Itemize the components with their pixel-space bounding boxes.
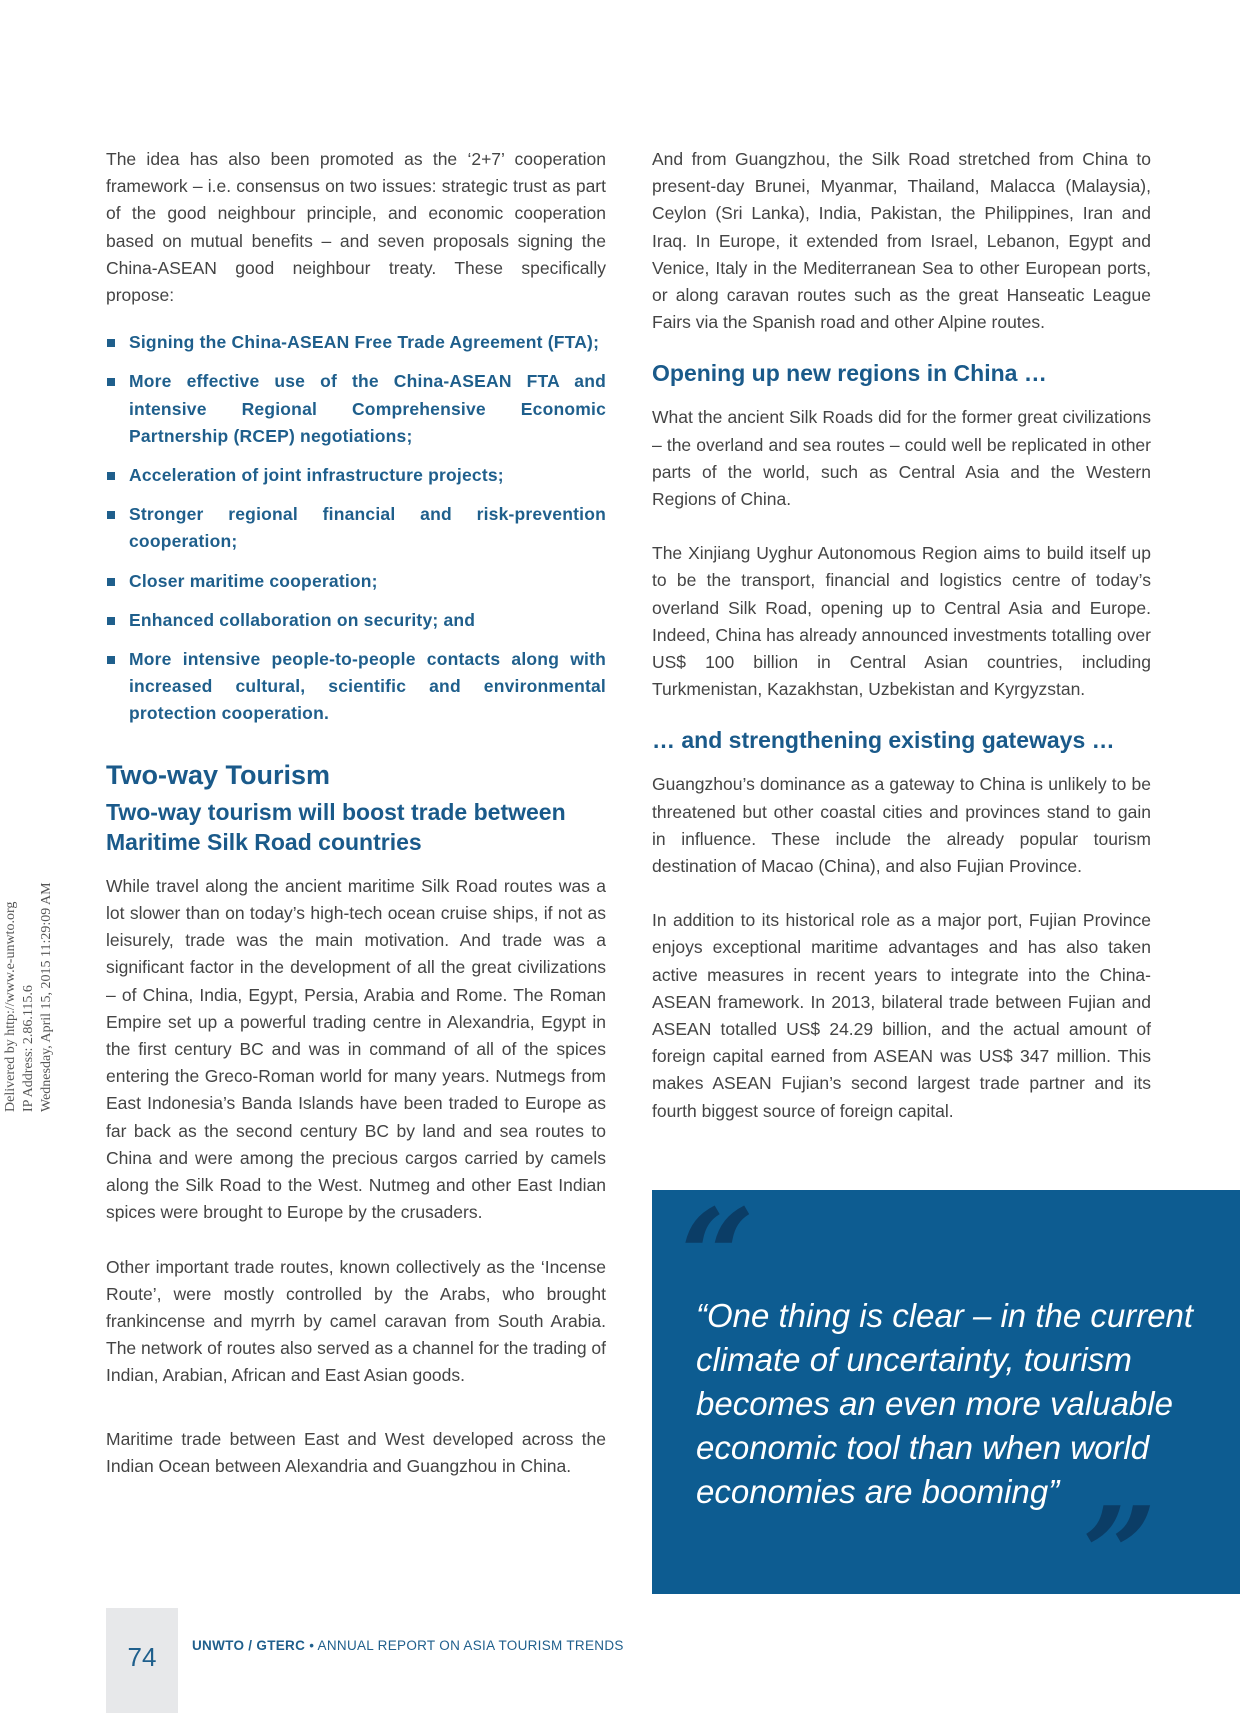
body-paragraph: Other important trade routes, known collectively as the ‘Incense Route’, were mostly controlled by the Arabs, who brought frankincense and myrrh by camel caravan from South Arabia. The network of routes also served as a channel for the trading of Indian, Arabian, African and East Asian goods. [106,1256,607,1386]
body-paragraph: Guangzhou’s dominance as a gateway to China is unlikely to be threatened but other coastal cities and provinces stand to gain in influence. These include the already popular tourism destination of Macao (China), and also Fujian Province. [652,774,1151,877]
body-paragraph: And from Guangzhou, the Silk Road stretched from China to present-day Brunei, Myanmar, Thailand, Malacca (Malaysia), Ceylon (Sri Lanka), India, Pakistan, the Philippines, Iran and Iraq. In Europe, it extended from Israel, Lebanon, Egypt and Venice, Italy in the Mediterranean Sea to other European ports, or along caravan routes such as the great Hanseatic League Fairs via the Spanish road and other Alpine routes. [652,149,1151,333]
list-item: Signing the China-ASEAN Free Trade Agreement (FTA); [106,329,606,356]
bullet-square-icon [107,472,115,480]
left-column [106,146,606,1480]
body-paragraph: While travel along the ancient maritime Silk Road routes was a lot slower than on today’s high-tech ocean cruise ships, if not as leisurely, trade was the main motivation. And trade was a significant factor in the development of all the great civilizations – of China, India, Egypt, Persia, Arabia and Rome. The Roman Empire set up a powerful trading centre in Alexandria, Egypt in the first century BC and was in command of all of the spices entering the Greco-Roman world for many years. Nutmegs from East Indonesia’s Banda Islands have been traded to Europe as far back as the second century BC by land and sea routes to China and were among the precious cargos carried by camels along the Silk Road to the West. Nutmeg and other East Indian spices were brought to Europe by the crusaders. [106,875,606,1223]
pull-quote-text: “One thing is clear – in the current climate of uncertainty, tourism becomes an even more valuable economic tool than when world economies are booming” [696,1297,1194,1510]
right-column [652,146,1151,1125]
list-item: More effective use of the China-ASEAN FTA and intensive Regional Comprehensive Economic Partnership (RCEP) negotiations; [106,368,606,450]
download-stamp [2,882,56,1112]
page-number: 74 [127,1642,157,1672]
running-footer [192,1638,624,1653]
bullet-square-icon [107,378,115,386]
body-paragraph: The Xinjiang Uyghur Autonomous Region aims to build itself up to be the transport, financial and logistics centre of today’s overland Silk Road, opening up to Central Asia and Europe. Indeed, China has already announced investments totalling over US$ 100 billion in Central Asian countries, including Turkmenistan, Kazakhstan, Uzbekistan and Kyrgyzstan. [652,543,1151,700]
body-paragraph: What the ancient Silk Roads did for the former great civilizations – the overland and sea routes – could well be replicated in other parts of the world, such as Central Asia and the Western Regions of China. [652,407,1151,510]
stamp-line-1: Delivered by http://www.e-unwto.org [3,901,18,1112]
list-item: More intensive people-to-people contacts along with increased cultural, scientific and environmental protection cooperation. [106,646,606,728]
bullet-square-icon [107,339,115,347]
footer-report-title: ANNUAL REPORT ON ASIA TOURISM TRENDS [317,1638,624,1653]
list-item: Acceleration of joint infrastructure projects; [106,462,606,489]
open-quote-icon: “ [680,1180,755,1333]
bullet-square-icon [107,617,115,625]
bullet-square-icon [107,511,115,519]
stamp-line-3: Wednesday, April 15, 2015 11:29:09 AM [39,882,54,1112]
list-item: Enhanced collaboration on security; and [106,607,606,634]
footer-separator: • [305,1638,318,1653]
stamp-line-2: IP Address: 2.86.115.6 [21,985,36,1112]
heading-strengthening-gateways: … and strengthening existing gateways … [652,727,1115,754]
page-number-tab [106,1608,178,1713]
body-paragraph: Maritime trade between East and West developed across the Indian Ocean between Alexandria and Guangzhou in China. [106,1428,606,1476]
intro-paragraph: The idea has also been promoted as the ‘2+7’ cooperation framework – i.e. consensus on two issues: strategic trust as part of the good neighbour principle, and economic cooperation based on mutual benefits – and seven proposals signing the China-ASEAN good neighbour treaty. These specifically propose: [106,149,606,306]
bullet-square-icon [107,656,115,664]
heading-opening-regions: Opening up new regions in China … [652,360,1047,387]
pull-quote-box [652,1180,1240,1631]
body-paragraph: In addition to its historical role as a major port, Fujian Province enjoys exceptional maritime advantages and has also taken active measures in recent years to integrate into the China-ASEAN framework. In 2013, bilateral trade between Fujian and ASEAN totalled US$ 24.29 billion, and the actual amount of foreign capital earned from ASEAN was US$ 347 million. This makes ASEAN Fujian’s second largest trade partner and its fourth biggest source of foreign capital. [652,910,1151,1121]
section-title: Two-way Tourism [106,759,331,790]
list-item: Stronger regional financial and risk-prevention cooperation; [106,501,606,555]
bullet-square-icon [107,578,115,586]
list-item: Closer maritime cooperation; [106,568,606,595]
proposal-list [106,329,606,727]
subheading: Two-way tourism will boost trade between Maritime Silk Road countries [106,798,566,855]
close-quote-icon: ” [1082,1478,1157,1631]
footer-org: UNWTO / GTERC [192,1638,306,1653]
